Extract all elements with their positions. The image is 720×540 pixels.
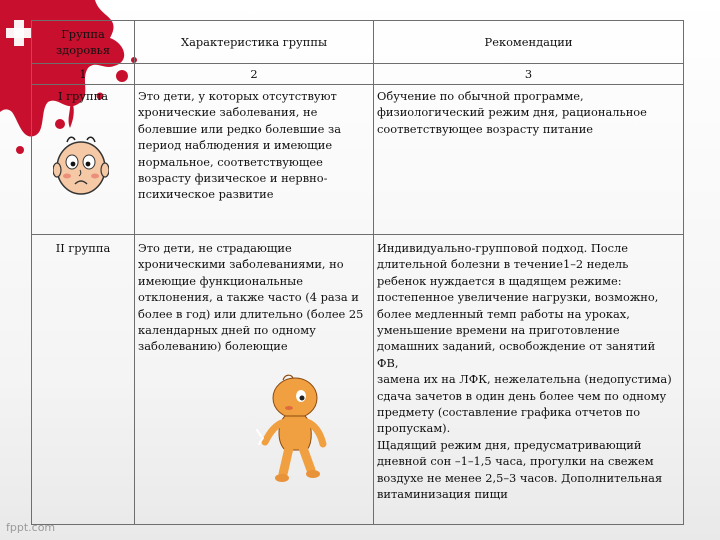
health-groups-table (31, 20, 684, 525)
characteristic-cell: Это дети, не страдающие хроническими заболеваниями, но имеющие функциональные отклонения, а также часто (4 раза и более в год) или длительно (более 25 календарных дней по одному заболеванию) болеющие (135, 235, 374, 525)
characteristic-cell: Это дети, у которых отсутствуют хронические заболевания, не болевшие или редко болевшие за период наблюдения и имеющие нормальное, соответствующее возрасту физическое и нервно-психическое развитие (135, 85, 374, 235)
recommendation-cell (374, 235, 684, 525)
column-number: 1 (32, 64, 135, 85)
header-recommendations: Рекомендации (374, 21, 684, 64)
sick-face-icon (53, 136, 109, 198)
group-cell (32, 235, 135, 525)
group-cell (32, 85, 135, 235)
footer-watermark: fppt.com (6, 521, 56, 534)
baby-illustration (255, 372, 337, 487)
recommendation-paragraph: Индивидуально-групповой подход. После длительной болезни в течение1–2 недель ребенок нуждается в щадящем режиме: постепенное увеличение нагрузки, возможно, более медленный темп работы на уроках, уменьшение времени на приготовление домашних заданий, освобождение от занятий ФВ, (377, 241, 659, 370)
column-number: 2 (135, 64, 374, 85)
header-health-group: Группа здоровья (32, 21, 135, 64)
recommendation-paragraph: замена их на ЛФК, нежелательна (недопустима) сдача зачетов в один день более чем по одному предмету (составление графика отчетов по пропускам). (377, 372, 672, 436)
recommendation-paragraph: Щадящий режим дня, предусматривающий дневной сон –1–1,5 часа, прогулки на свежем воздухе не менее 2,5–3 часов. Дополнительная витаминизация пищи (377, 437, 663, 502)
group-label: II группа (55, 241, 111, 255)
column-number: 3 (374, 64, 684, 85)
table-header-row (32, 21, 684, 64)
table-row (32, 85, 684, 235)
recommendation-cell: Обучение по обычной программе, физиологический режим дня, рациональное соответствующее возрасту питание (374, 85, 684, 235)
header-characteristic: Характеристика группы (135, 21, 374, 64)
group-label: I группа (57, 89, 109, 103)
table-row (32, 235, 684, 525)
column-numbers-row (32, 64, 684, 85)
